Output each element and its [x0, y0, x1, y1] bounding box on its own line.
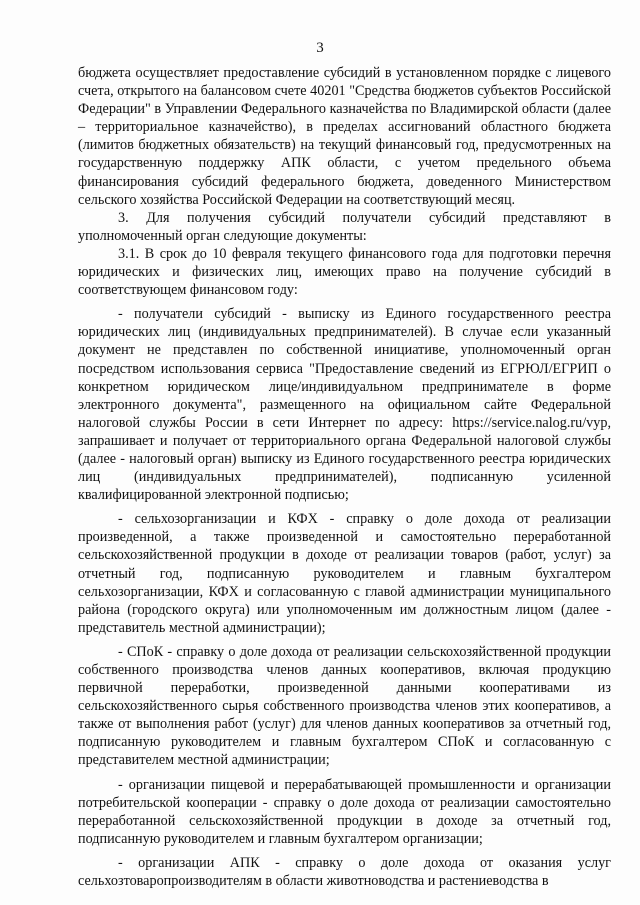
- paragraph-budget-continuation: бюджета осуществляет предоставление субсидий в установленном порядке с лицевого счета, открытого на балансовом счете 40201 "Средства бюджетов субъектов Российской Федерации" в Управлении Федерального казначейства по Владимирской области (далее – территориальное казначейство), в пределах ассигнований областного бюджета (лимитов бюджетных обязательств) на текущий финансовый год, предусмотренных на государственную поддержку АПК области, с учетом предельного объема финансирования субсидий федерального бюджета, доведенного Министерством сельского хозяйства Российской Федерации на соответствующий месяц.: [78, 65, 611, 208]
- document-body: [78, 64, 611, 890]
- list-item-apk-organizations: - организации АПК - справку о доле дохода от оказания услуг сельхозтоваропроизводителям в области животноводства и растениеводства в: [78, 854, 611, 890]
- list-item-recipients: - получатели субсидий - выписку из Единого государственного реестра юридических лиц (индивидуальных предпринимателей). В случае если указанный документ не представлен по собственной инициативе, уполномоченный орган посредством использования сервиса "Предоставление сведений из ЕГРЮЛ/ЕГРИП о конкретном юридическом лице/индивидуальном предпринимателе в форме электронного документа", размещенного на официальном сайте Федеральной налоговой службы России в сети Интернет по адресу: https://service.nalog.ru/vyp, запрашивает и получает от территориального органа Федеральной налоговой службы (далее - налоговый орган) выписку из Единого государственного реестра юридических лиц (индивидуальных предпринимателей), подписанную усиленной квалифицированной электронной подписью;: [78, 306, 611, 504]
- list-item-spok: - СПоК - справку о доле дохода от реализации сельскохозяйственной продукции собственного производства членов данных кооперативов, включая продукцию первичной переработки, произведенной данными кооперативами из сельскохозяйственного сырья собственного производства членов этих кооперативов, а также от выполнения работ (услуг) для членов данных кооперативов за отчетный год, подписанную руководителем и главным бухгалтером СПоК и согласованную с представителем местной администрации;: [78, 643, 611, 769]
- paragraph-item-3: 3. Для получения субсидий получатели субсидий представляют в уполномоченный орган следующие документы:: [78, 209, 611, 244]
- list-item-food-industry: - организации пищевой и перерабатывающей промышленности и организации потребительской кооперации - справку о доле дохода от реализации самостоятельно переработанной сельскохозяйственной продукции в доходе за отчетный год, подписанную руководителем и главным бухгалтером организации;: [78, 776, 611, 847]
- page-number: 3: [316, 40, 324, 56]
- paragraph-item-3-1: 3.1. В срок до 10 февраля текущего финансового года для подготовки перечня юридических и физических лиц, имеющих право на получение субсидий в соответствующем финансовом году:: [78, 245, 611, 299]
- list-item-agri-organizations: - сельхозорганизации и КФХ - справку о доле дохода от реализации произведенной, а также произведенной и самостоятельно переработанной сельскохозяйственной продукции в доходе от реализации товаров (работ, услуг) за отчетный год, подписанную руководителем и главным бухгалтером сельхозорганизации, КФХ и согласованную с главой администрации муниципального района (городского округа) или уполномоченным им должностным лицом (далее - представитель местной администрации);: [78, 511, 611, 636]
